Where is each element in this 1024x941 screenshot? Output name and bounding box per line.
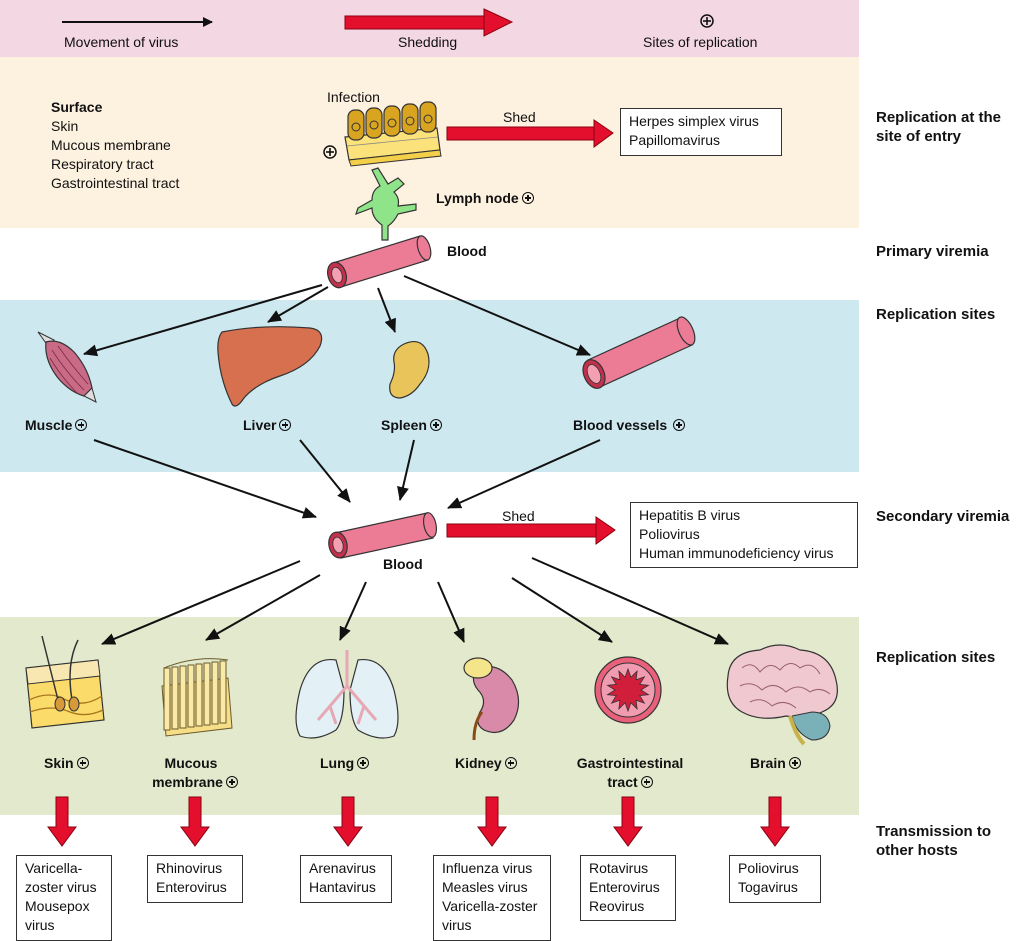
liver-icon <box>218 327 322 406</box>
virus-name: Human immunodeficiency virus <box>639 545 834 561</box>
shed-label-secondary: Shed <box>502 508 535 524</box>
plus-icon <box>75 419 87 431</box>
mucous-membrane-label: Mucous membrane <box>140 754 250 792</box>
surface-item: Gastrointestinal tract <box>51 175 180 191</box>
primary-blood-label: Blood <box>447 243 487 259</box>
convergence-arrows <box>94 440 600 517</box>
blood-vessels-label: Blood vessels <box>573 416 685 435</box>
legend-movement-label: Movement of virus <box>64 34 179 50</box>
shed-label-primary: Shed <box>503 109 536 125</box>
muscle-icon <box>38 332 96 402</box>
gastrointestinal-tract-label: Gastrointestinal tract <box>576 755 684 790</box>
plus-icon <box>505 757 517 769</box>
plus-icon <box>641 776 653 788</box>
muscle-label: Muscle <box>25 416 87 435</box>
stage-replication-sites-1: Replication sites <box>876 306 996 323</box>
stage-transmission: Transmission to other hosts <box>876 823 992 859</box>
plus-icon <box>77 757 89 769</box>
brain-icon <box>727 645 837 744</box>
virus-name: Poliovirus <box>639 526 700 542</box>
transmission-box-mucous: Rhinovirus Enterovirus <box>147 855 243 903</box>
mucous-membrane-icon <box>162 659 232 736</box>
virus-name: Papillomavirus <box>629 132 721 148</box>
lymph-node-label: Lymph node <box>436 189 534 208</box>
plus-icon <box>673 419 685 431</box>
spleen-label: Spleen <box>381 416 442 435</box>
lung-icon <box>296 650 398 738</box>
brain-label: Brain <box>750 754 801 773</box>
transmission-box-lung: Arenavirus Hantavirus <box>300 855 392 903</box>
plus-icon <box>789 757 801 769</box>
blood-vessels-icon <box>579 314 699 391</box>
legend-sites-label: Sites of replication <box>643 34 758 50</box>
entry-plus-icon <box>324 146 336 158</box>
surface-item: Respiratory tract <box>51 156 154 172</box>
surface-title: Surface <box>51 99 103 115</box>
virus-name: Herpes simplex virus <box>629 113 759 129</box>
entry-shed-virus-box <box>620 108 782 156</box>
infection-label: Infection <box>327 89 380 105</box>
plus-icon <box>522 192 534 204</box>
surface-item: Mucous membrane <box>51 137 171 153</box>
surface-item: Skin <box>51 118 79 134</box>
legend-plus-icon <box>701 15 713 27</box>
transmission-box-skin: Varicella- zoster virus Mousepox virus <box>16 855 112 941</box>
spleen-icon <box>390 342 429 398</box>
lymph-node-icon <box>356 168 416 240</box>
virus-name: Hepatitis B virus <box>639 507 741 523</box>
transmission-arrows <box>48 797 789 846</box>
stage-entry-label: Replication at the site of entry <box>876 109 1002 145</box>
lung-label: Lung <box>320 754 369 773</box>
epithelium-icon <box>345 102 441 166</box>
transmission-box-brain: Poliovirus Togavirus <box>729 855 821 903</box>
transmission-box-gi: Rotavirus Enterovirus Reovirus <box>580 855 676 921</box>
plus-icon <box>226 776 238 788</box>
kidney-icon <box>464 658 519 740</box>
legend-shedding-arrow <box>345 9 512 36</box>
stage-replication-sites-2: Replication sites <box>876 649 996 666</box>
transmission-box-kidney: Influenza virus Measles virus Varicella-zoster virus <box>433 855 551 941</box>
stage-secondary-viremia: Secondary viremia <box>876 508 1010 525</box>
plus-icon <box>430 419 442 431</box>
stage-primary-viremia: Primary viremia <box>876 243 989 260</box>
skin-icon <box>26 636 104 728</box>
plus-icon <box>279 419 291 431</box>
plus-icon <box>357 757 369 769</box>
legend-shedding-label: Shedding <box>398 34 458 50</box>
kidney-label: Kidney <box>455 754 517 773</box>
liver-label: Liver <box>243 416 291 435</box>
secondary-shed-virus-box <box>630 502 858 568</box>
gastrointestinal-tract-icon <box>595 657 661 723</box>
skin-label: Skin <box>44 754 89 773</box>
secondary-blood-vessel-icon <box>326 512 438 560</box>
secondary-blood-label: Blood <box>383 556 423 572</box>
